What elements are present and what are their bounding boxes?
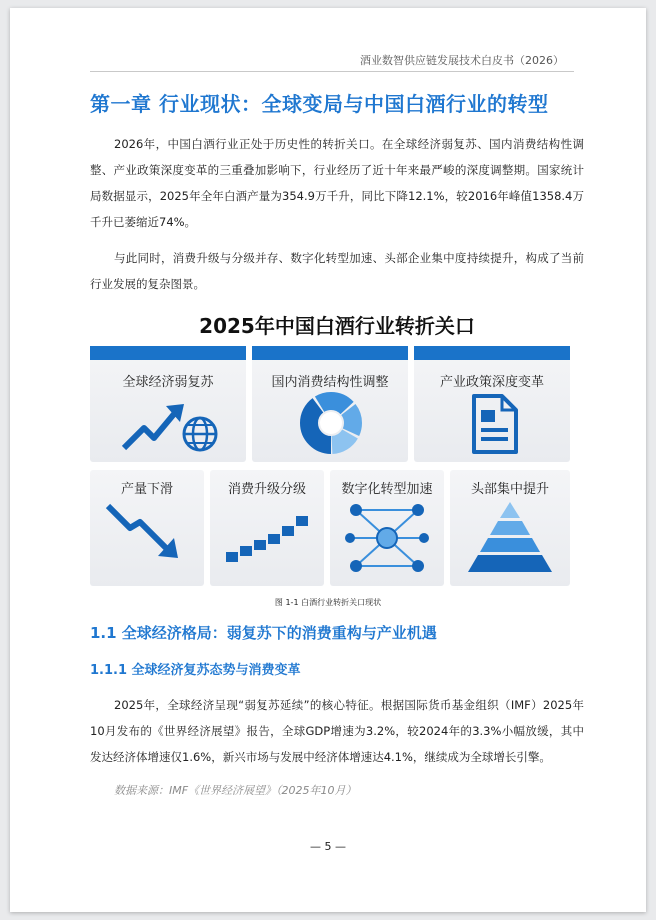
document-icon xyxy=(470,394,518,454)
header-rule xyxy=(90,71,574,72)
trend-down-icon xyxy=(104,500,192,562)
body-paragraph-2: 与此同时，消费升级与分级并存、数字化转型加速、头部企业集中度持续提升，构成了当前行业发展的复杂图景。 xyxy=(90,251,584,291)
card-output-decline xyxy=(90,470,204,586)
data-source-note: 数据来源：IMF《世界经济展望》（2025年10月） xyxy=(114,784,357,797)
card-label: 产量下滑 xyxy=(120,482,173,497)
card-industry-policy xyxy=(414,346,570,462)
document-page xyxy=(10,8,646,912)
card-domestic-consumption xyxy=(252,346,408,462)
trend-up-globe-icon xyxy=(118,394,222,456)
card-label: 消费升级分级 xyxy=(227,482,306,497)
card-bar xyxy=(414,346,570,360)
section-heading: 1.1 全球经济格局：弱复苏下的消费重构与产业机遇 xyxy=(90,624,437,642)
figure-caption: 图 1-1 白酒行业转折关口现状 xyxy=(274,598,382,607)
card-head-concentration xyxy=(450,470,570,586)
card-digital-transformation xyxy=(330,470,444,586)
card-label: 数字化转型加速 xyxy=(341,482,433,497)
card-label: 产业政策深度变革 xyxy=(439,375,544,390)
infographic-title: 2025年中国白酒行业转折关口 xyxy=(199,314,475,338)
donut-chart-icon xyxy=(298,390,364,456)
card-label: 国内消费结构性调整 xyxy=(271,375,389,390)
staircase-icon xyxy=(224,510,314,564)
subsection-heading: 1.1.1 全球经济复苏态势与消费变革 xyxy=(90,663,301,678)
chapter-title: 第一章 行业现状：全球变局与中国白酒行业的转型 xyxy=(90,92,549,116)
card-bar xyxy=(90,346,246,360)
card-consumption-tiers xyxy=(210,470,324,586)
running-header: 酒业数智供应链发展技术白皮书（2026） xyxy=(360,54,564,67)
network-icon xyxy=(342,500,432,576)
card-label: 全球经济弱复苏 xyxy=(122,375,214,390)
infographic xyxy=(90,304,584,589)
section-paragraph: 2025年，全球经济呈现“弱复苏延续”的核心特征。根据国际货币基金组织（IMF）2025年10月发布的《世界经济展望》报告，全球GDP增速为3.2%，较2024年的3.3%小幅放缓，其中发达经济体增速仅1.6%，新兴市场与发展中经济体增速达4.1%，继续成为全球增长引擎。 xyxy=(90,698,584,764)
card-bar xyxy=(252,346,408,360)
card-global-economy xyxy=(90,346,246,462)
pyramid-icon xyxy=(464,500,556,576)
body-paragraph-1: 2026年，中国白酒行业正处于历史性的转折关口。在全球经济弱复苏、国内消费结构性调整、产业政策深度变革的三重叠加影响下，行业经历了近十年来最严峻的深度调整期。国家统计局数据显示，2025年全年白酒产量为354.9万千升，同比下降12.1%，较2016年峰值1358.4万千升已萎缩近74%。 xyxy=(90,137,584,229)
page-number: — 5 — xyxy=(310,840,346,853)
card-label: 头部集中提升 xyxy=(470,482,549,497)
